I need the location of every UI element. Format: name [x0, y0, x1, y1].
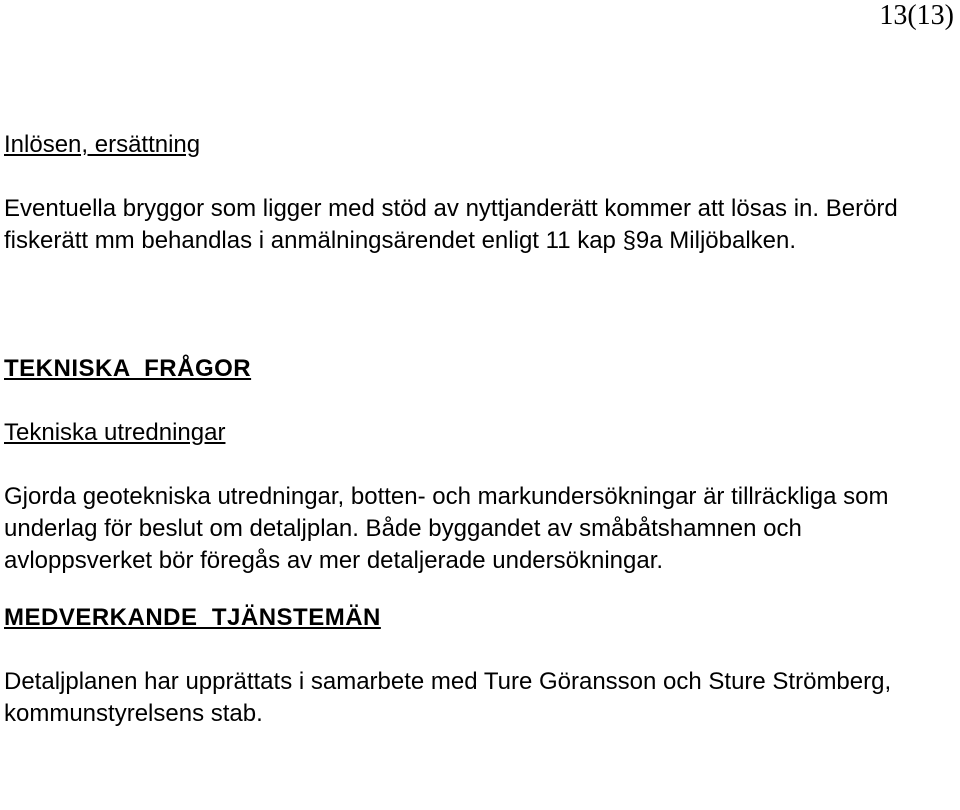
document-body [4, 129, 954, 730]
section-inlosen [4, 129, 954, 257]
heading-tekniska-fragor: TEKNISKA FRÅGOR [4, 355, 252, 382]
page-number: 13(13) [879, 0, 954, 31]
paragraph-tekniska: Gjorda geotekniska utredningar, botten- och markundersökningar är tillräckliga som underlag för beslut om detaljplan. Både byggandet av småbåtshamnen och avloppsverket bör föregås av mer detaljerade undersökningar. [4, 483, 889, 574]
section-medverkande [4, 602, 954, 730]
section-tekniska [4, 353, 954, 577]
heading-medverkande-tjansteman: MEDVERKANDE TJÄNSTEMÄN [4, 604, 381, 631]
section-title-inlosen: Inlösen, ersättning [4, 131, 201, 158]
paragraph-inlosen: Eventuella bryggor som ligger med stöd av nyttjanderätt kommer att lösas in. Berörd fiskerätt mm behandlas i anmälningsärendet enligt 11 kap §9a Miljöbalken. [4, 195, 898, 254]
subtitle-tekniska-utredningar: Tekniska utredningar [4, 419, 226, 446]
paragraph-medverkande: Detaljplanen har upprättats i samarbete med Ture Göransson och Sture Strömberg, kommunstyrelsens stab. [4, 668, 892, 727]
